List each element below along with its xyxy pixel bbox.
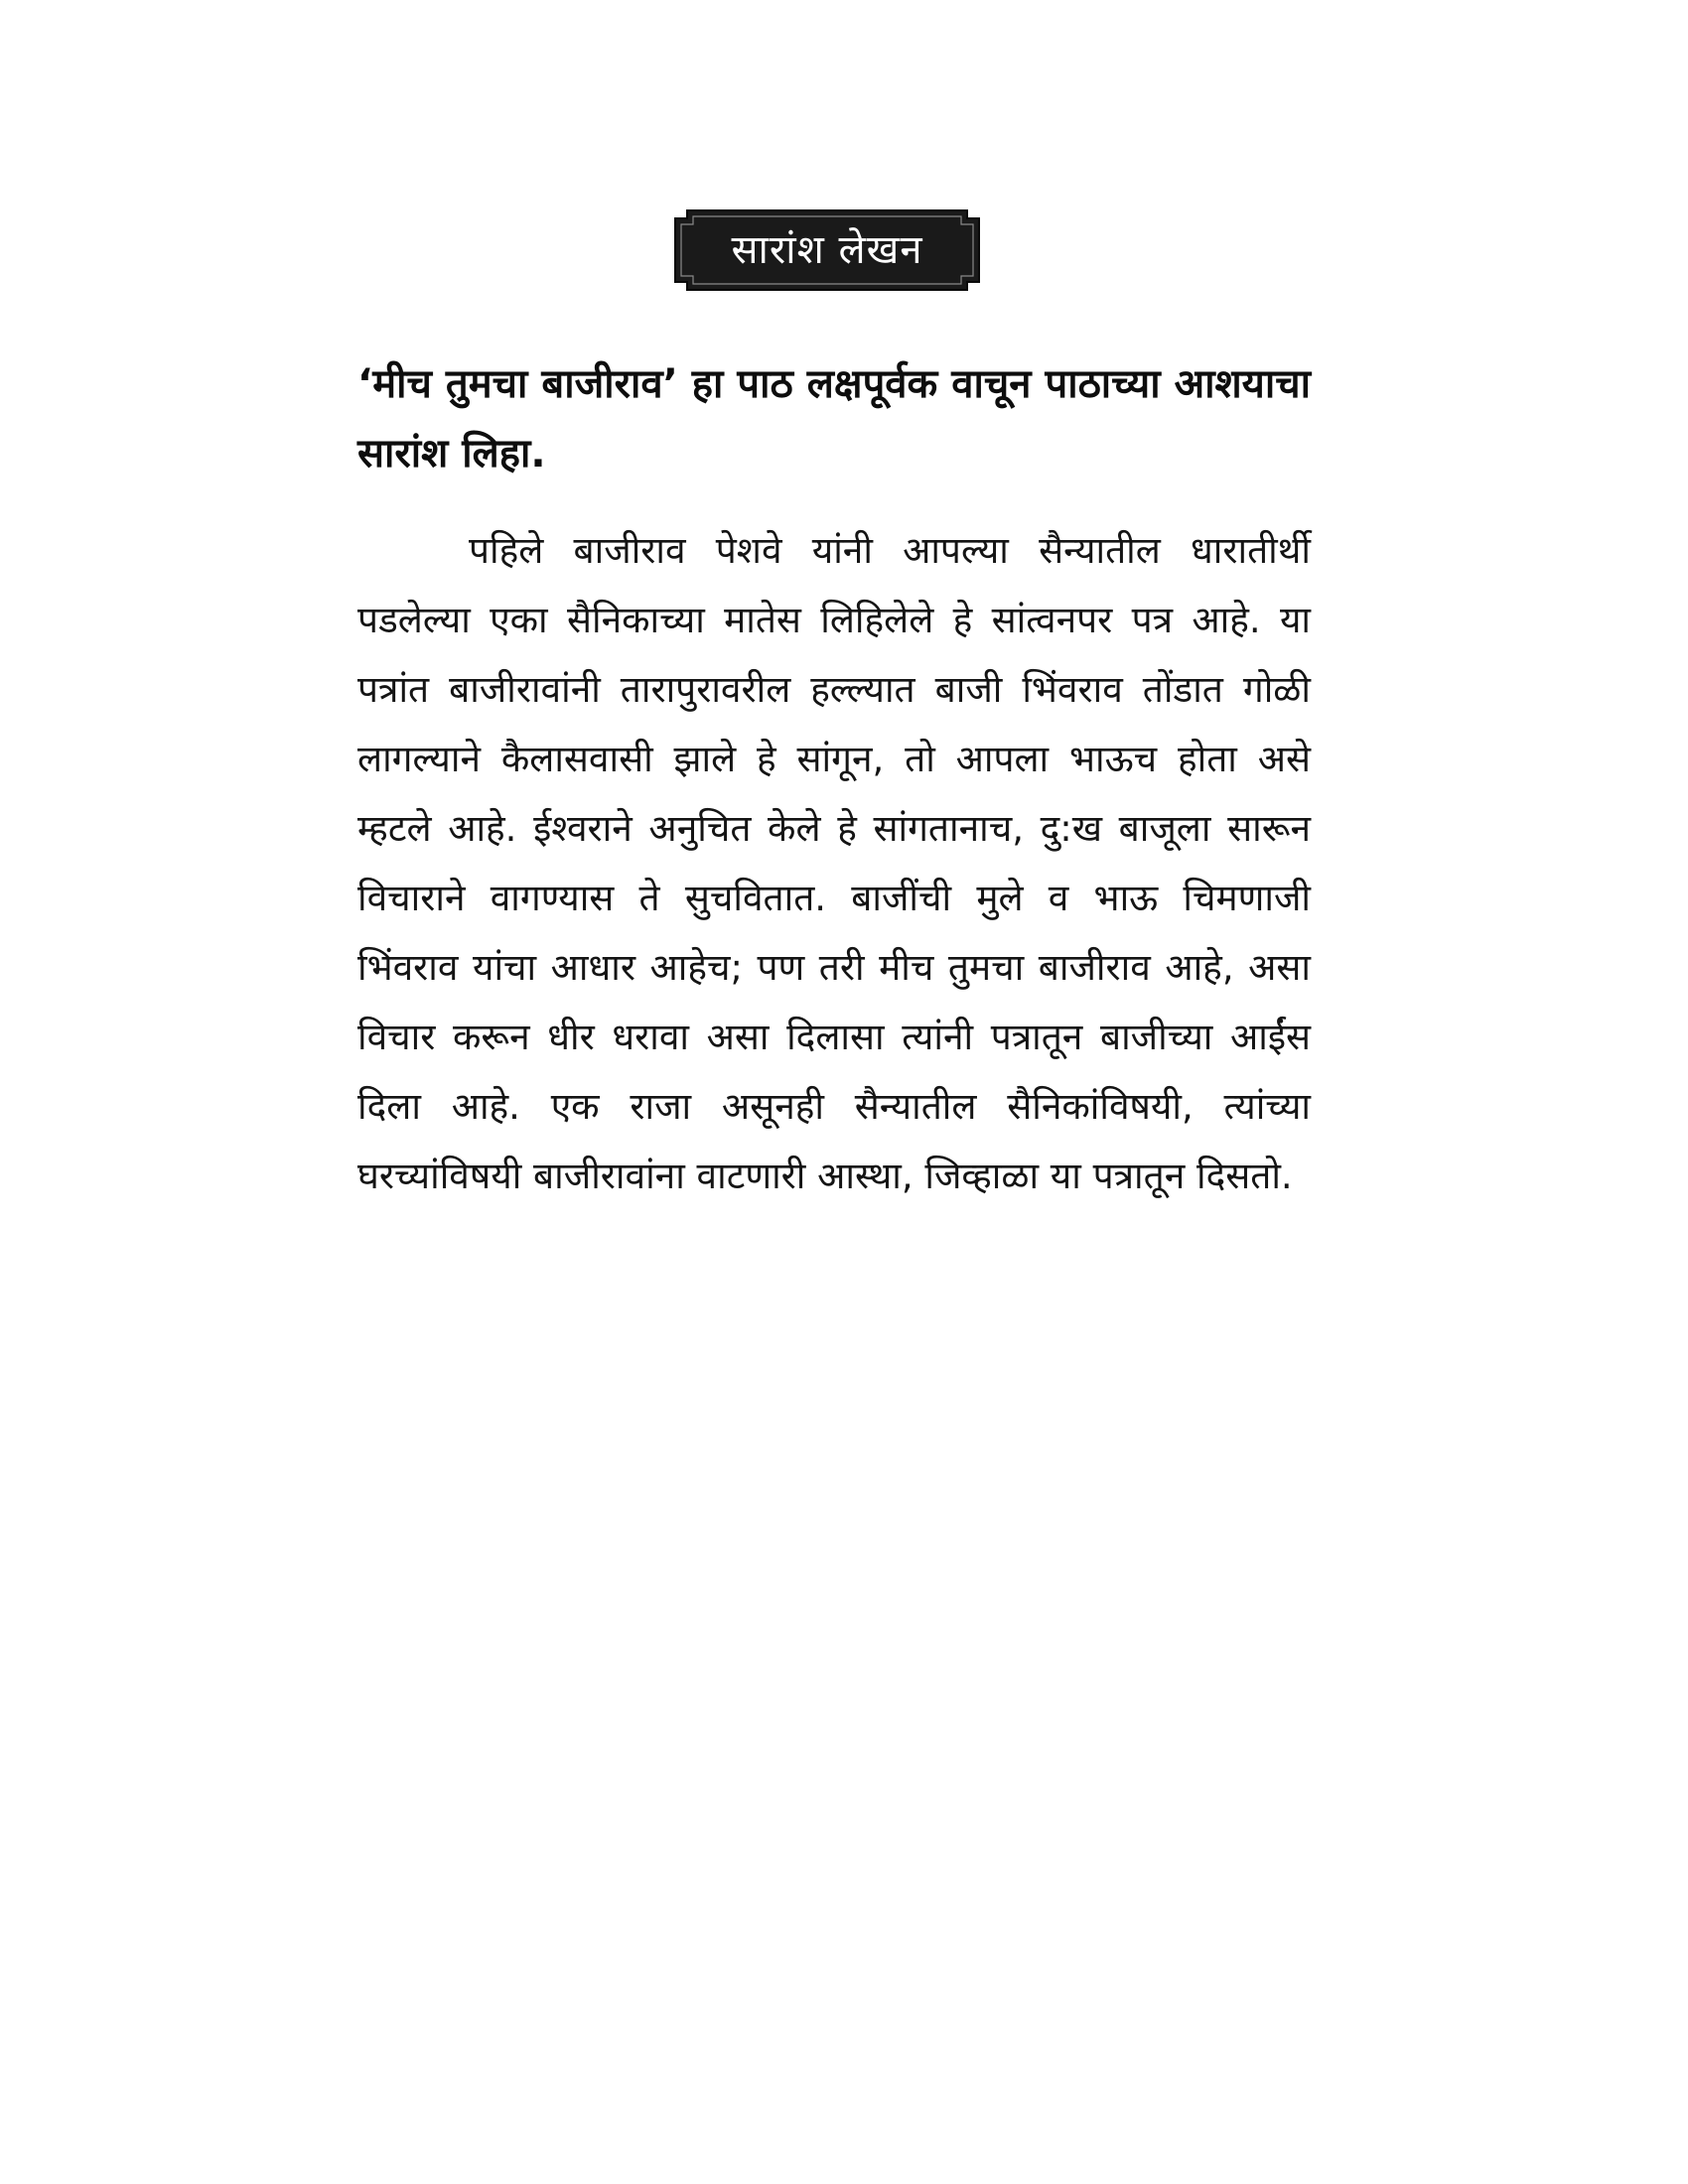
section-heading-plaque xyxy=(673,208,981,292)
instruction-text: ‘मीच तुमचा बाजीराव’ हा पाठ लक्षपूर्वक वाचून पाठाच्या आशयाचा सारांश लिहा. xyxy=(357,361,1311,477)
section-heading: सारांश लेखन xyxy=(731,227,923,273)
summary-paragraph: पहिले बाजीराव पेशवे यांनी आपल्या सैन्यातील धारातीर्थी पडलेल्या एका सैनिकाच्या मातेस लिहिलेले हे सांत्वनपर पत्र आहे. या पत्रांत बाजीरावांनी तारापुरावरील हल्ल्यात बाजी भिंवराव तोंडात गोळी लागल्याने कैलासवासी झाले हे सांगून, तो आपला भाऊच होता असे म्हटले आहे. ईश्वराने अनुचित केले हे सांगतानाच, दु:ख बाजूला सारून विचाराने वागण्यास ते सुचवितात. बाजींची मुले व भाऊ चिमणाजी भिंवराव यांचा आधार आहेच; पण तरी मीच तुमचा बाजीराव आहे, असा विचार करून धीर धरावा असा दिलासा त्यांनी पत्रातून बाजीच्या आईंस दिला आहे. एक राजा असूनही सैन्यातील सैनिकांविषयी, त्यांच्या घरच्यांविषयी बाजीरावांना वाटणारी आस्था, जिव्हाळा या पत्रातून दिसतो. xyxy=(357,529,1311,1197)
